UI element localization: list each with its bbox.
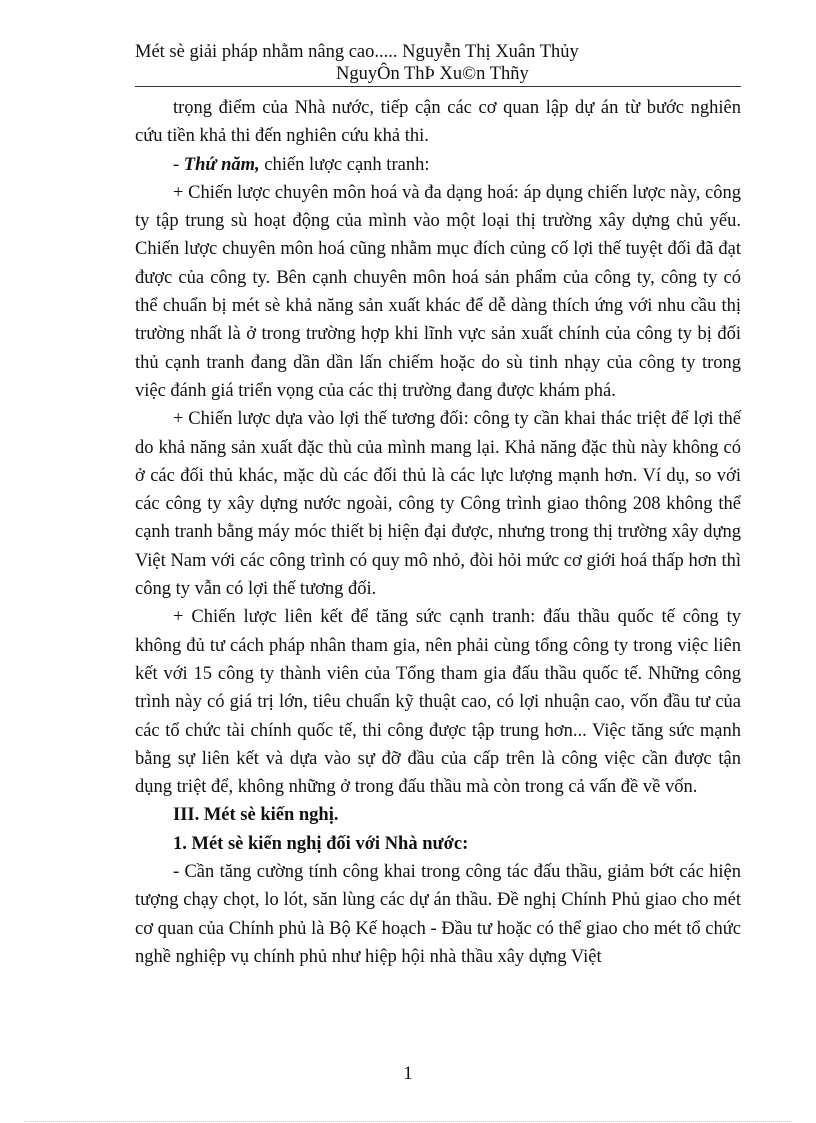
header-rule [135,86,741,87]
paragraph: + Chiến lược chuyên môn hoá và đa dạng hoá: áp dụng chiến lược này, công ty tập trung sù hoạt động của mình vào một loại thị trường xây dựng chủ yếu. Chiến lược chuyên môn hoá cũng nhằm mục đích củng cố lợi thế tuyệt đối đã đạt được của công ty. Bên cạnh chuyên môn hoá sản phẩm của công ty, công ty có thể chuẩn bị mét sè khả năng sản xuất khác để dễ dàng thích ứng với nhu cầu thị trường nhất là ở trong trường hợp khi lĩnh vực sản xuất chính của công ty bị đối thủ cạnh tranh đang dần dần lấn chiếm hoặc do sù tinh nhạy của công ty trong việc đánh giá triển vọng của các thị trường đang được khám phá. [135,182,741,401]
section-heading: III. Mét sè kiến nghị. [173,805,339,826]
list-dash: - [173,154,184,175]
paragraph: + Chiến lược dựa vào lợi thế tương đối: công ty cần khai thác triệt để lợi thế do khả năng sản xuất đặc thù của mình mang lại. Khả năng đặc thù này không có ở các đối thủ khác, mặc dù các đối thủ là các lực lượng mạnh hơn. Ví dụ, so với các công ty xây dựng nước ngoài, công ty Công trình giao thông 208 không thể cạnh tranh bằng máy móc thiết bị hiện đại được, nhưng trong thị trường xây dựng Việt Nam với các công trình có quy mô nhỏ, đòi hỏi mức cơ giới hoá thấp hơn thì công ty vẫn có lợi thế tương đối. [135,409,741,600]
header-line-2: NguyÔn ThÞ Xu©n Thñy [336,64,529,84]
header-line-1: Mét sè giải pháp nhằm nâng cao..... Nguyễn Thị Xuân Thủy [135,42,579,62]
document-body [135,94,741,971]
subsection-heading: 1. Mét sè kiến nghị đối với Nhà nước: [173,833,469,854]
paragraph: - Cần tăng cường tính công khai trong công tác đấu thầu, giảm bớt các hiện tượng chạy chọt, lo lót, săn lùng các dự án thầu. Đề nghị Chính Phủ giao cho mét cơ quan của Chính phủ là Bộ Kế hoạch - Đầu tư hoặc có thể giao cho mét tổ chức nghề nghiệp vụ chính phủ như hiệp hội nhà thầu xây dựng Việt [135,862,741,967]
paragraph: + Chiến lược liên kết để tăng sức cạnh tranh: đấu thầu quốc tế công ty không đủ tư cách pháp nhân tham gia, nên phải cùng tổng công ty trong việc liên kết với 15 công ty thành viên của Tổng tham gia đấu thầu quốc tế. Những công trình này có giá trị lớn, tiêu chuẩn kỹ thuật cao, có lợi nhuận cao, vốn đầu tư của các tổ chức tài chính quốc tế, thi công được tập trung hơn... Việc tăng sức mạnh bằng sự liên kết và dựa vào sự đỡ đầu của cấp trên là công việc cần được tận dụng triệt để, không những ở trong đấu thầu mà còn trong cả vấn đề về vốn. [135,607,741,798]
paragraph: trọng điểm của Nhà nước, tiếp cận các cơ quan lập dự án từ bước nghiên cứu tiền khả thi đến nghiên cứu khả thi. [135,98,741,147]
emphasis: Thứ năm, [183,154,260,175]
page-number: 1 [403,1063,413,1084]
paragraph [135,151,741,179]
paragraph-text: chiến lược cạnh tranh: [259,154,430,175]
page-bottom-border [24,1121,792,1122]
